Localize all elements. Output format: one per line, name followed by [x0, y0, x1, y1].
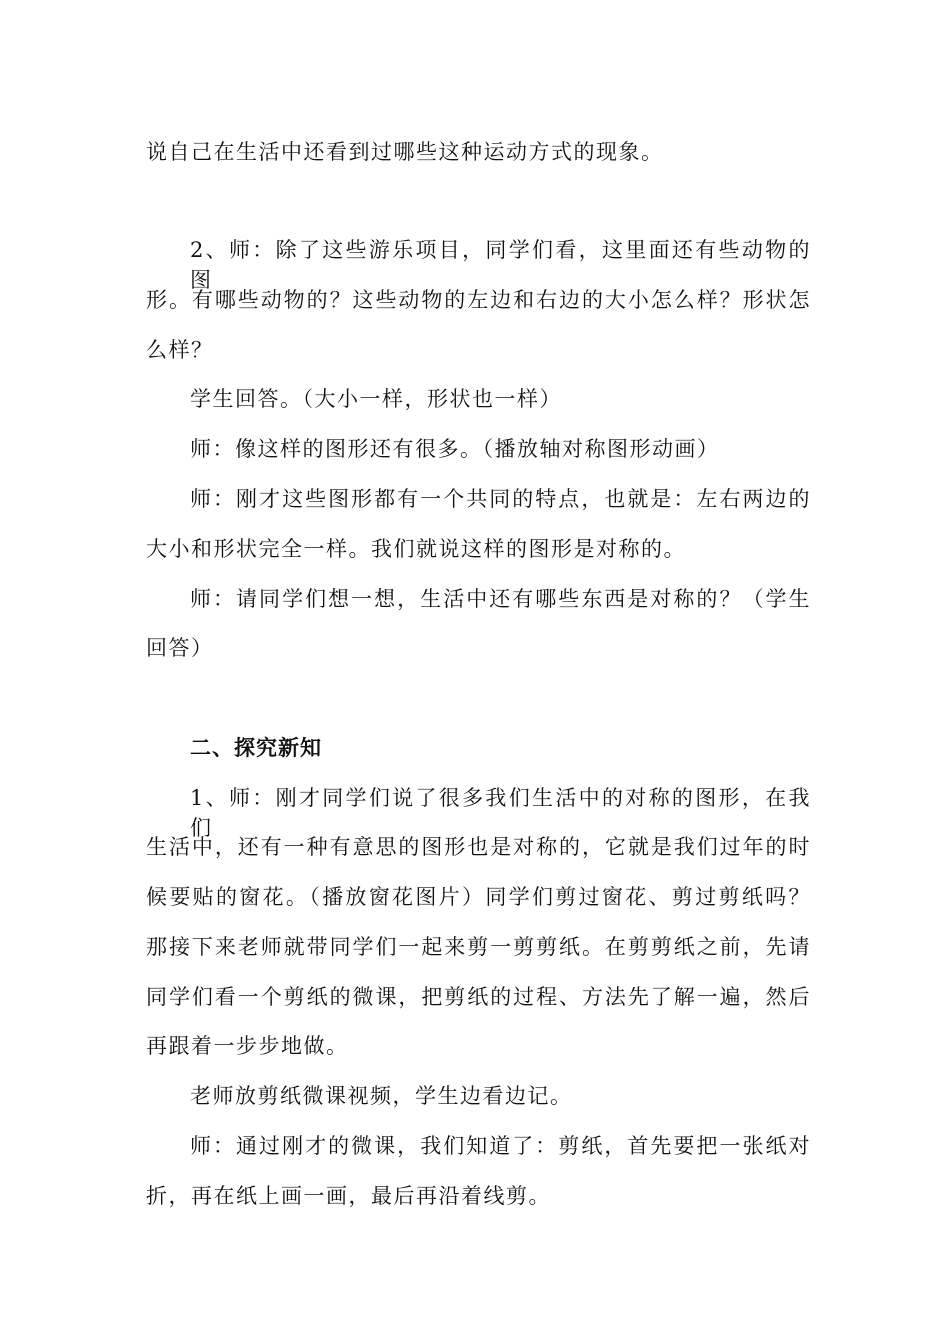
- paragraph-line: 么样？: [146, 338, 214, 362]
- paragraph-line: 形。有哪些动物的？这些动物的左边和右边的大小怎么样？形状怎: [146, 288, 811, 312]
- paragraph-line: 回答）: [146, 636, 214, 660]
- section-heading: 二、探究新知: [190, 736, 322, 760]
- paragraph-line: 说自己在生活中还看到过哪些这种运动方式的现象。: [146, 140, 664, 164]
- paragraph-line: 师：通过刚才的微课，我们知道了：剪纸，首先要把一张纸对: [190, 1134, 811, 1158]
- paragraph-line: 老师放剪纸微课视频，学生边看边记。: [190, 1084, 573, 1108]
- paragraph-line: 折，再在纸上画一画，最后再沿着线剪。: [146, 1184, 551, 1208]
- paragraph-line: 再跟着一步步地做。: [146, 1034, 349, 1058]
- paragraph-line: 2、师：除了这些游乐项目，同学们看，这里面还有些动物的图: [190, 238, 811, 292]
- paragraph-line: 候要贴的窗花。（播放窗花图片）同学们剪过窗花、剪过剪纸吗？: [146, 885, 811, 909]
- paragraph-line: 学生回答。（大小一样，形状也一样）: [190, 387, 562, 411]
- paragraph-line: 同学们看一个剪纸的微课，把剪纸的过程、方法先了解一遍，然后: [146, 985, 811, 1009]
- paragraph-line: 师：刚才这些图形都有一个共同的特点，也就是：左右两边的: [190, 487, 811, 511]
- paragraph-line: 1、师：刚才同学们说了很多我们生活中的对称的图形，在我们: [190, 786, 811, 840]
- paragraph-line: 师：像这样的图形还有很多。（播放轴对称图形动画）: [190, 437, 720, 461]
- paragraph-line: 大小和形状完全一样。我们就说这样的图形是对称的。: [146, 537, 686, 561]
- paragraph-line: 那接下来老师就带同学们一起来剪一剪剪纸。在剪剪纸之前，先请: [146, 935, 811, 959]
- paragraph-line: 生活中，还有一种有意思的图形也是对称的，它就是我们过年的时: [146, 835, 811, 859]
- paragraph-line: 师：请同学们想一想，生活中还有哪些东西是对称的？（学生: [190, 587, 811, 611]
